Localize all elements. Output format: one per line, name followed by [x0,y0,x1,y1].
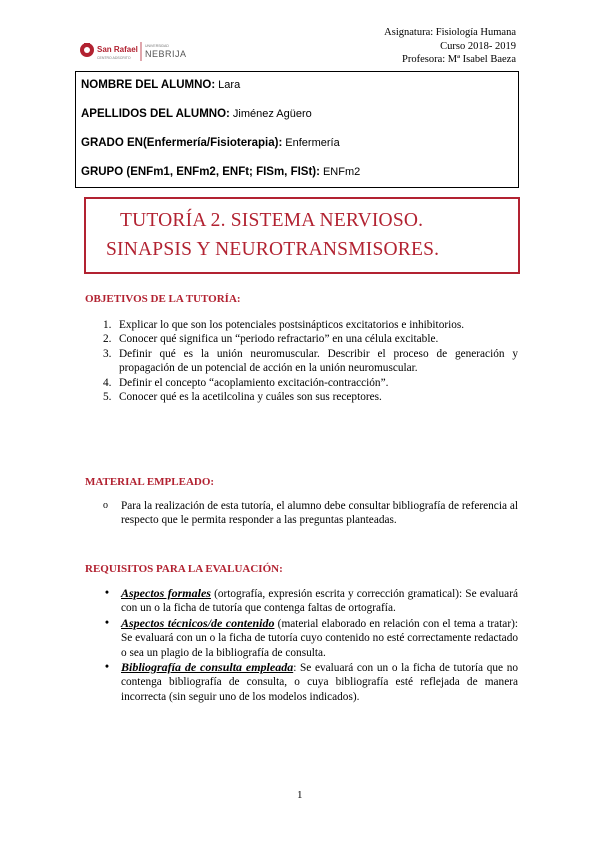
requirement-text: (material elaborado en relación con el tema a tratar): Se evaluará con un o la ficha de tutoría cuyo contenido no esté correctamente redactado o sea un plagio de la bibliografía de consulta. [121,617,518,659]
objective-item [103,376,518,390]
requirement-text: : Se evaluará con un o la ficha de tutoría que no contenga bibliografía de consulta, o cuya bibliografía esté reflejada de manera incorrecta (sin seguir uno de los modelos indicados). [121,662,518,703]
objective-text: Definir qué es la unión neuromuscular. Describir el proceso de generación y propagación de un potencial de acción en la unión neuromuscular. [119,347,518,375]
requirements-list [103,586,518,704]
logo-right-subtext: UNIVERSIDAD [145,44,169,48]
student-group-label: GRUPO (ENFm1, ENFm2, ENFt; FISm, FISt): [81,166,320,178]
student-name-label: NOMBRE DEL ALUMNO: [81,79,216,91]
subject-line: Asignatura: Fisiología Humana [384,27,516,38]
course-header [384,26,516,67]
objectives-heading: OBJETIVOS DE LA TUTORÍA: [85,293,241,305]
requirement-term: Aspectos técnicos/de contenido [121,615,275,630]
requirement-term: Bibliografía de consulta empleada [121,660,294,675]
material-heading: MATERIAL EMPLEADO: [85,476,215,488]
student-group-row [81,166,360,178]
student-surname-row [81,108,312,120]
title-line-1: TUTORÍA 2. SISTEMA NERVIOSO. [120,210,424,231]
title-line-2: SINAPSIS Y NEUROTRANSMISORES. [106,239,440,260]
student-surname-label: APELLIDOS DEL ALUMNO: [81,108,230,120]
objective-item [103,347,518,376]
tutorial-title-box [84,197,520,274]
requirement-item [103,616,518,660]
objective-number: 3. [103,347,112,360]
logo-right-text: NEBRIJA [145,49,187,59]
student-degree-label: GRADO EN(Enfermería/Fisioterapia): [81,137,283,149]
course-line: Curso 2018- 2019 [440,40,516,52]
student-name-value: Lara [218,79,241,91]
objective-number: 5. [103,391,112,404]
logo-left-text: San Rafael [97,45,138,54]
requirement-bullet: • [105,616,109,629]
objective-number: 2. [103,333,112,346]
requirement-item [103,660,518,704]
objective-item [103,332,518,346]
objectives-list [103,318,518,404]
material-text: Para la realización de esta tutoría, el alumno debe consultar bibliografía de referencia al respecto que le permita responder a las preguntas planteadas. [121,500,518,527]
institution-logo [78,37,198,65]
material-paragraph [103,499,518,528]
objective-text: Definir el concepto “acoplamiento excitación-contracción”. [119,376,389,389]
logo-left-subtext: CENTRO ADSCRITO [97,56,131,60]
crest-icon [80,43,94,57]
professor-line: Profesora: Mª Isabel Baeza [402,54,516,65]
student-info-box [75,71,519,188]
requirement-bullet: • [105,661,109,674]
requirement-item [103,586,518,616]
objective-text: Explicar lo que son los potenciales postsinápticos excitatorios e inhibitorios. [119,319,465,331]
logo-graphic [78,37,198,65]
objective-text: Conocer qué significa un “periodo refractario” en una célula excitable. [119,333,439,346]
page-number: 1 [297,789,303,801]
student-surname-value: Jiménez Agüero [232,108,312,120]
objective-number: 4. [103,376,112,389]
objective-item [103,390,518,404]
requirements-heading: REQUISITOS PARA LA EVALUACIÓN: [85,563,283,575]
objective-text: Conocer qué es la acetilcolina y cuáles son sus receptores. [119,391,382,404]
student-group-value: ENFm2 [322,166,361,178]
material-bullet: o [103,500,108,511]
student-degree-row [81,137,340,149]
student-name-row [81,79,240,91]
requirement-text: (ortografía, expresión escrita y corrección gramatical): Se evaluará con un o la ficha de tutoría que contenga faltas de ortografía. [121,588,518,615]
requirement-bullet: • [105,587,109,599]
objective-number: 1. [103,319,112,331]
objective-item [103,318,518,332]
requirement-term: Aspectos formales [121,586,211,600]
student-degree-value: Enfermería [285,137,340,149]
